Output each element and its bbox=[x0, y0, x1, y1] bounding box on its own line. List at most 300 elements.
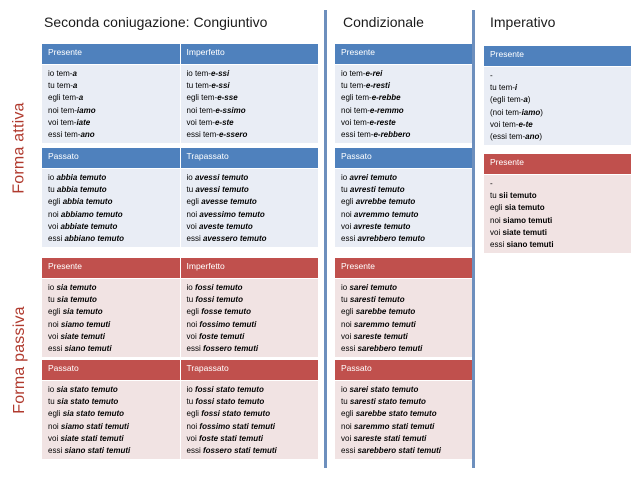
conjugation-segment: e-resti bbox=[365, 81, 390, 91]
conjugation-segment: abbiano temuto bbox=[64, 234, 125, 244]
conjugation-line bbox=[48, 117, 174, 129]
table-header-row bbox=[42, 258, 318, 278]
conjugation-segment: avresti temuto bbox=[349, 185, 405, 195]
conjugation-segment: io bbox=[48, 283, 57, 292]
table-body-cell bbox=[180, 279, 319, 357]
conjugation-line bbox=[48, 221, 174, 233]
conjugation-segment: tu tem- bbox=[48, 81, 73, 91]
conjugation-line bbox=[341, 319, 466, 331]
conjugation-line bbox=[341, 92, 466, 104]
conjugation-segment: ano bbox=[525, 132, 540, 142]
table-header-row bbox=[42, 360, 318, 380]
conjugation-segment: tu tem- bbox=[341, 81, 366, 91]
conjugation-line bbox=[48, 184, 174, 196]
conjugation-segment: e-ssi bbox=[211, 81, 230, 91]
conjugation-segment: fossero temuti bbox=[202, 344, 259, 354]
table-header-row bbox=[335, 44, 472, 64]
conjugation-segment: e-ssimo bbox=[215, 105, 246, 115]
conjugation-segment: voi bbox=[186, 433, 199, 443]
side-label-passiva-text: Forma passiva bbox=[11, 306, 28, 414]
conjugation-segment: ) bbox=[539, 132, 543, 142]
conjugation-line bbox=[187, 445, 313, 457]
conjugation-segment: io bbox=[341, 173, 350, 182]
conjugation-line bbox=[490, 107, 625, 119]
table-header-cell: Trapassato bbox=[180, 148, 319, 168]
conjugation-line bbox=[490, 178, 625, 190]
conjugation-line bbox=[48, 331, 174, 343]
conjugation-segment: voi tem- bbox=[341, 117, 370, 127]
conjugation-segment: ) bbox=[527, 95, 531, 105]
conjugation-segment: avrei temuto bbox=[349, 173, 398, 182]
conjugation-segment: essi tem- bbox=[48, 130, 81, 140]
conjugation-segment: sia stato temuto bbox=[56, 385, 118, 394]
table-body-cell bbox=[484, 67, 631, 145]
conjugation-segment: io bbox=[186, 385, 195, 394]
conjugation-segment: essi bbox=[186, 344, 203, 354]
table-body-cell bbox=[335, 65, 472, 143]
conjugation-line bbox=[341, 184, 466, 196]
conjugation-segment: essi tem- bbox=[186, 130, 219, 140]
conjugation-segment: sia temuto bbox=[56, 283, 97, 292]
table-body-row bbox=[42, 65, 318, 143]
conjugation-line bbox=[187, 433, 313, 445]
conjugation-segment: voi bbox=[341, 331, 354, 341]
column-divider-2 bbox=[472, 10, 475, 468]
table-header-cell: Imperfetto bbox=[180, 44, 319, 64]
conjugation-segment: essi bbox=[490, 240, 507, 250]
conjugation-segment: sia temuto bbox=[62, 307, 103, 317]
table-header-row bbox=[42, 44, 318, 64]
table-attiva-condizionale-passato bbox=[335, 148, 472, 247]
conjugation-segment: egli tem- bbox=[186, 93, 218, 103]
table-body-row bbox=[42, 169, 318, 247]
conjugation-segment: siano temuti bbox=[506, 240, 554, 250]
side-label-forma-attiva bbox=[4, 44, 36, 252]
table-passiva-condizionale-passato bbox=[335, 360, 472, 459]
conjugation-line bbox=[187, 408, 313, 420]
conjugation-segment: tu bbox=[341, 397, 350, 407]
side-label-forma-passiva bbox=[4, 256, 36, 464]
conjugation-segment: abbiamo temuto bbox=[60, 209, 123, 219]
conjugation-segment: sarei stato temuto bbox=[349, 385, 419, 394]
conjugation-line bbox=[341, 196, 466, 208]
conjugation-segment: tu bbox=[341, 185, 350, 195]
conjugation-segment: tu bbox=[48, 397, 57, 407]
table-body-row bbox=[335, 169, 472, 247]
conjugation-segment: sarebbero stati temuti bbox=[357, 446, 442, 456]
conjugation-line bbox=[187, 282, 313, 294]
conjugation-line bbox=[48, 384, 174, 396]
conjugation-segment: essi bbox=[186, 234, 203, 244]
conjugation-line bbox=[48, 282, 174, 294]
conjugation-segment: siate temuti bbox=[60, 331, 105, 341]
conjugation-line bbox=[341, 343, 466, 355]
conjugation-segment: e-rei bbox=[365, 69, 383, 78]
conjugation-segment: avremmo temuto bbox=[353, 209, 419, 219]
conjugation-line bbox=[48, 129, 174, 141]
conjugation-segment: noi bbox=[341, 421, 354, 431]
conjugation-segment: io bbox=[48, 173, 57, 182]
conjugation-line bbox=[341, 445, 466, 457]
conjugation-line bbox=[187, 68, 313, 80]
conjugation-segment: avrebbe temuto bbox=[355, 197, 416, 207]
conjugation-segment: fossero stati temuti bbox=[202, 446, 277, 456]
conjugation-segment: saresti stato temuto bbox=[349, 397, 426, 407]
table-passiva-imperativo-presente bbox=[484, 154, 631, 253]
conjugation-segment: noi tem- bbox=[48, 105, 77, 115]
conjugation-segment: a bbox=[72, 69, 77, 78]
conjugation-segment: sii temuto bbox=[498, 191, 537, 201]
conjugation-line bbox=[48, 80, 174, 92]
conjugation-segment: io bbox=[48, 385, 57, 394]
conjugation-line bbox=[48, 294, 174, 306]
conjugation-segment: iamo bbox=[521, 107, 541, 117]
conjugation-segment: foste temuti bbox=[198, 331, 245, 341]
table-body-cell bbox=[42, 279, 180, 357]
conjugation-segment: tu tem- bbox=[186, 81, 212, 91]
header-congiuntivo: Seconda coniugazione: Congiuntivo bbox=[44, 14, 268, 30]
conjugation-segment: fossimo temuti bbox=[199, 319, 257, 329]
conjugation-segment: fossi temuto bbox=[195, 295, 243, 305]
conjugation-segment: a bbox=[523, 95, 528, 105]
conjugation-line bbox=[341, 306, 466, 318]
table-header-cell: Trapassato bbox=[180, 360, 319, 380]
conjugation-segment: essi bbox=[48, 234, 65, 244]
conjugation-segment: abbia temuto bbox=[62, 197, 113, 207]
conjugation-segment: foste stati temuti bbox=[198, 433, 263, 443]
conjugation-segment: fossimo stati temuti bbox=[199, 421, 275, 431]
conjugation-segment: avessero temuto bbox=[202, 234, 267, 244]
conjugation-line bbox=[187, 184, 313, 196]
table-header-cell: Passato bbox=[42, 360, 180, 380]
conjugation-segment: egli bbox=[186, 409, 202, 419]
conjugation-line bbox=[490, 239, 625, 251]
conjugation-segment: io tem- bbox=[48, 69, 73, 78]
conjugation-segment: e-ssi bbox=[210, 69, 230, 78]
table-attiva-imperativo-presente bbox=[484, 46, 631, 145]
table-body-row bbox=[335, 279, 472, 357]
conjugation-segment: e-ste bbox=[214, 117, 234, 127]
table-body-cell bbox=[42, 381, 180, 459]
conjugation-segment: essi bbox=[48, 344, 65, 354]
conjugation-segment: siamo stati temuti bbox=[60, 421, 129, 431]
conjugation-segment: sia stato temuto bbox=[62, 409, 125, 419]
conjugation-line bbox=[48, 396, 174, 408]
conjugation-line bbox=[490, 94, 625, 106]
table-body-cell bbox=[42, 169, 180, 247]
conjugation-segment: io bbox=[186, 283, 195, 292]
conjugation-segment: sia temuto bbox=[504, 203, 545, 213]
conjugation-line bbox=[341, 384, 466, 396]
conjugation-segment: io bbox=[186, 173, 195, 182]
conjugation-segment: siate temuti bbox=[502, 227, 547, 237]
table-body-cell bbox=[180, 65, 319, 143]
conjugation-segment: - bbox=[490, 179, 493, 188]
conjugation-segment: e-ssero bbox=[218, 130, 248, 140]
conjugation-line bbox=[48, 196, 174, 208]
conjugation-line bbox=[48, 306, 174, 318]
conjugation-segment: siamo temuti bbox=[502, 215, 553, 225]
conjugation-segment: voi tem- bbox=[186, 117, 215, 127]
conjugation-line bbox=[48, 172, 174, 184]
conjugation-segment: a bbox=[72, 81, 78, 91]
header-imperativo: Imperativo bbox=[490, 14, 556, 30]
conjugation-line bbox=[341, 433, 466, 445]
table-attiva-congiuntivo-passato-trapassato bbox=[42, 148, 318, 247]
conjugation-segment: siate stati temuti bbox=[60, 433, 124, 443]
conjugation-segment: noi bbox=[186, 209, 200, 219]
conjugation-segment: sarebbe temuto bbox=[355, 307, 416, 317]
conjugation-line bbox=[48, 105, 174, 117]
conjugation-segment: io bbox=[341, 283, 350, 292]
conjugation-line bbox=[187, 421, 313, 433]
table-body-cell bbox=[42, 65, 180, 143]
conjugation-line bbox=[187, 105, 313, 117]
table-header-row bbox=[335, 148, 472, 168]
conjugation-segment: egli bbox=[490, 203, 505, 213]
conjugation-segment: fossi temuto bbox=[194, 283, 243, 292]
conjugation-line bbox=[490, 119, 625, 131]
conjugation-line bbox=[490, 190, 625, 202]
conjugation-line bbox=[341, 421, 466, 433]
conjugation-segment: ano bbox=[80, 130, 95, 140]
conjugation-line bbox=[187, 331, 313, 343]
conjugation-segment: noi tem- bbox=[186, 105, 216, 115]
conjugation-segment: egli bbox=[48, 409, 63, 419]
conjugation-segment: e-rebbe bbox=[371, 93, 401, 103]
conjugation-segment: avesse temuto bbox=[201, 197, 257, 207]
conjugation-segment: egli bbox=[341, 197, 356, 207]
table-header-cell: Passato bbox=[335, 360, 472, 380]
table-header-row bbox=[42, 148, 318, 168]
conjugation-segment: noi tem- bbox=[341, 105, 370, 115]
conjugation-line bbox=[48, 433, 174, 445]
conjugation-line bbox=[48, 68, 174, 80]
conjugation-segment: voi tem- bbox=[48, 117, 77, 127]
conjugation-segment: essi bbox=[48, 446, 65, 456]
table-header-row bbox=[335, 258, 472, 278]
conjugation-segment: essi bbox=[186, 446, 203, 456]
table-header-cell: Passato bbox=[335, 148, 472, 168]
conjugation-segment: noi bbox=[186, 319, 200, 329]
conjugation-segment: tu bbox=[48, 185, 57, 195]
conjugation-line bbox=[48, 92, 174, 104]
conjugation-line bbox=[187, 221, 313, 233]
conjugation-segment: egli tem- bbox=[341, 93, 372, 103]
table-header-row bbox=[484, 154, 631, 174]
conjugation-line bbox=[341, 80, 466, 92]
conjugation-line bbox=[187, 209, 313, 221]
conjugation-segment: a bbox=[78, 93, 84, 103]
conjugation-line bbox=[187, 343, 313, 355]
conjugation-segment: avessimo temuto bbox=[199, 209, 265, 219]
conjugation-segment: ) bbox=[540, 107, 543, 117]
conjugation-segment: aveste temuto bbox=[198, 221, 253, 231]
conjugation-segment: sarei temuto bbox=[349, 283, 398, 292]
conjugation-line bbox=[187, 92, 313, 104]
table-body-cell bbox=[335, 169, 472, 247]
conjugation-segment: tu bbox=[186, 185, 196, 195]
conjugation-line bbox=[48, 421, 174, 433]
conjugation-segment: tu bbox=[186, 295, 196, 305]
table-body-cell bbox=[335, 279, 472, 357]
conjugation-segment: avessi temuto bbox=[195, 185, 249, 195]
conjugation-segment: noi bbox=[48, 319, 61, 329]
conjugation-line bbox=[187, 306, 313, 318]
conjugation-segment: egli bbox=[48, 307, 63, 317]
table-header-cell: Passato bbox=[42, 148, 180, 168]
conjugation-segment: voi bbox=[186, 221, 199, 231]
table-passiva-condizionale-presente bbox=[335, 258, 472, 357]
conjugation-segment: egli bbox=[186, 307, 202, 317]
conjugation-segment: sia temuto bbox=[56, 295, 97, 305]
conjugation-segment: saresti temuto bbox=[349, 295, 405, 305]
side-label-attiva-text: Forma attiva bbox=[11, 102, 29, 194]
table-header-cell: Presente bbox=[484, 154, 631, 174]
conjugation-line bbox=[48, 319, 174, 331]
conjugation-line bbox=[187, 233, 313, 245]
conjugation-line bbox=[187, 294, 313, 306]
conjugation-line bbox=[187, 129, 313, 141]
conjugation-segment: io tem- bbox=[341, 69, 366, 78]
conjugation-segment: sia stato temuto bbox=[56, 397, 119, 407]
table-body-row bbox=[42, 279, 318, 357]
conjugation-segment: egli bbox=[341, 409, 356, 419]
table-header-cell: Presente bbox=[42, 258, 180, 278]
conjugation-segment: (egli tem- bbox=[490, 95, 524, 105]
conjugation-segment: saremmo stati temuti bbox=[353, 421, 435, 431]
conjugation-line bbox=[490, 202, 625, 214]
conjugation-segment: egli bbox=[186, 197, 202, 207]
table-attiva-condizionale-presente bbox=[335, 44, 472, 143]
conjugation-segment: sareste stati temuti bbox=[353, 433, 427, 443]
conjugation-segment: io tem- bbox=[186, 69, 211, 78]
conjugation-line bbox=[187, 384, 313, 396]
conjugation-segment: voi bbox=[341, 433, 354, 443]
conjugation-segment: voi bbox=[48, 433, 61, 443]
conjugation-line bbox=[341, 233, 466, 245]
conjugation-line bbox=[48, 343, 174, 355]
conjugation-line bbox=[341, 282, 466, 294]
conjugation-segment: e-te bbox=[518, 119, 533, 129]
conjugation-segment: siano stati temuti bbox=[64, 446, 131, 456]
conjugation-line bbox=[48, 209, 174, 221]
conjugation-segment: essi bbox=[341, 344, 358, 354]
conjugation-line bbox=[341, 408, 466, 420]
conjugation-segment: e-reste bbox=[369, 117, 396, 127]
table-body-row bbox=[484, 67, 631, 145]
conjugation-line bbox=[490, 70, 625, 82]
table-passiva-congiuntivo-passato-trapassato bbox=[42, 360, 318, 459]
conjugation-segment: voi bbox=[186, 331, 199, 341]
conjugation-segment: egli tem- bbox=[48, 93, 79, 103]
conjugation-line bbox=[341, 294, 466, 306]
header-condizionale: Condizionale bbox=[343, 14, 424, 30]
conjugation-line bbox=[48, 445, 174, 457]
conjugation-line bbox=[48, 408, 174, 420]
conjugation-segment: siano temuti bbox=[64, 344, 112, 354]
table-header-row bbox=[484, 46, 631, 66]
conjugation-segment: noi bbox=[490, 215, 503, 225]
conjugation-segment: abbiate temuto bbox=[60, 221, 118, 231]
table-body-cell bbox=[180, 381, 319, 459]
conjugation-segment: sarebbe stato temuto bbox=[355, 409, 437, 419]
conjugation-line bbox=[490, 215, 625, 227]
conjugation-line bbox=[341, 117, 466, 129]
conjugation-segment: e-rebbero bbox=[373, 130, 411, 140]
conjugation-line bbox=[187, 80, 313, 92]
table-body-cell bbox=[180, 169, 319, 247]
conjugation-segment: essi tem- bbox=[341, 130, 374, 140]
conjugation-segment: noi bbox=[48, 421, 61, 431]
table-header-cell: Presente bbox=[335, 258, 472, 278]
table-header-cell: Presente bbox=[335, 44, 472, 64]
column-divider-1 bbox=[324, 10, 327, 468]
conjugation-segment: noi bbox=[341, 319, 354, 329]
conjugation-segment: e-sse bbox=[217, 93, 238, 103]
conjugation-segment: io bbox=[341, 385, 350, 394]
conjugation-line bbox=[187, 172, 313, 184]
conjugation-segment: siamo temuti bbox=[60, 319, 111, 329]
conjugation-line bbox=[341, 331, 466, 343]
conjugation-segment: essi bbox=[341, 446, 358, 456]
conjugation-segment: (essi tem- bbox=[490, 132, 526, 142]
conjugation-segment: fossi stato temuto bbox=[201, 409, 271, 419]
conjugation-segment: avessi temuto bbox=[194, 173, 249, 182]
conjugation-segment: (noi tem- bbox=[490, 107, 522, 117]
conjugation-segment: noi bbox=[48, 209, 61, 219]
table-body-cell bbox=[484, 175, 631, 253]
conjugation-line bbox=[341, 68, 466, 80]
conjugation-segment: voi bbox=[48, 221, 61, 231]
conjugation-segment: e-remmo bbox=[369, 105, 404, 115]
conjugation-segment: avrebbero temuto bbox=[357, 234, 426, 244]
conjugation-segment: tu bbox=[341, 295, 350, 305]
conjugation-segment: iamo bbox=[76, 105, 96, 115]
conjugation-segment: noi bbox=[186, 421, 200, 431]
conjugation-segment: sareste temuti bbox=[353, 331, 408, 341]
conjugation-segment: tu bbox=[490, 191, 499, 201]
conjugation-segment: fosse temuto bbox=[201, 307, 251, 317]
conjugation-segment: voi bbox=[490, 227, 503, 237]
table-body-row bbox=[42, 381, 318, 459]
conjugation-line bbox=[341, 105, 466, 117]
table-header-row bbox=[335, 360, 472, 380]
conjugation-segment: - bbox=[490, 71, 493, 80]
table-header-cell: Presente bbox=[484, 46, 631, 66]
conjugation-segment: tu tem- bbox=[490, 83, 515, 93]
conjugation-segment: saremmo temuti bbox=[353, 319, 416, 329]
conjugation-line bbox=[341, 221, 466, 233]
conjugation-segment: voi tem- bbox=[490, 119, 519, 129]
table-attiva-congiuntivo-presente-imperfetto bbox=[42, 44, 318, 143]
conjugation-line bbox=[187, 319, 313, 331]
conjugation-line bbox=[341, 209, 466, 221]
conjugation-segment: i bbox=[514, 83, 518, 93]
conjugation-segment: egli bbox=[48, 197, 63, 207]
conjugation-line bbox=[490, 131, 625, 143]
table-body-row bbox=[484, 175, 631, 253]
conjugation-segment: tu bbox=[48, 295, 57, 305]
table-header-cell: Imperfetto bbox=[180, 258, 319, 278]
conjugation-line bbox=[341, 172, 466, 184]
conjugation-segment: egli bbox=[341, 307, 356, 317]
conjugation-line bbox=[490, 82, 625, 94]
conjugation-line bbox=[187, 396, 313, 408]
conjugation-segment: abbia temuto bbox=[56, 173, 107, 182]
conjugation-line bbox=[187, 117, 313, 129]
conjugation-segment: voi bbox=[341, 221, 354, 231]
